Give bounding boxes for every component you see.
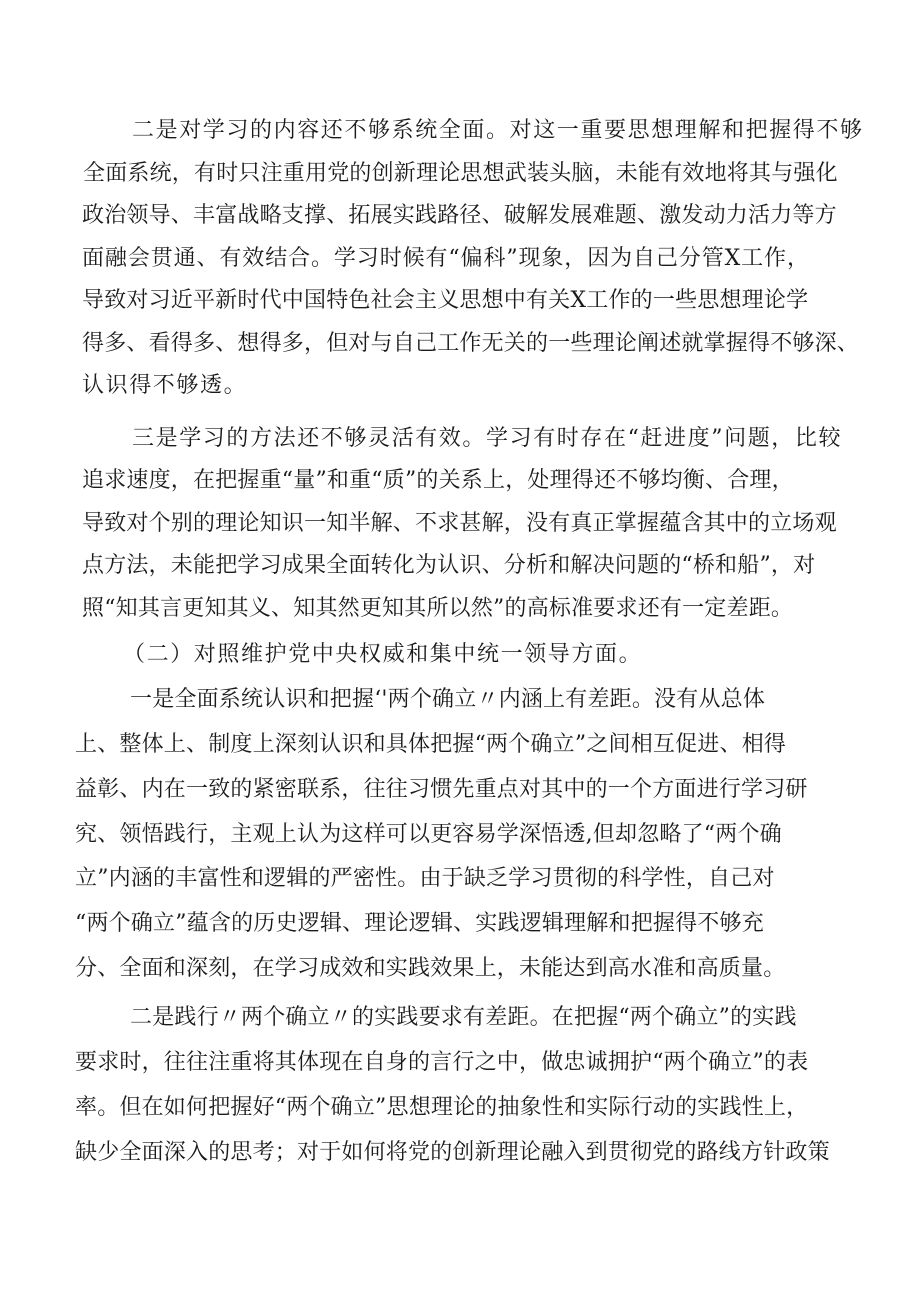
text-line: 三是学习的方法还不够灵活有效。学习有时存在“赶进度”问题，比较 [132,426,843,451]
text-line: 分、全面和深刻，在学习成效和实践效果上，未能达到高水准和高质量。 [75,956,786,981]
text-line: 面融会贯通、有效结合。学习时候有“偏科”现象，因为自己分管X工作， [82,246,810,271]
text-line: 立”内涵的丰富性和逻辑的严密性。由于缺乏学习贯彻的科学性，自己对 [75,866,775,891]
text-line: 要求时，往往注重将其体现在自身的言行之中，做忠诚拥护“两个确立”的表 [75,1050,809,1075]
text-line: “两个确立”蕴含的历史逻辑、理论逻辑、实践逻辑理解和把握得不够充 [75,911,764,936]
text-line: 缺少全面深入的思考；对于如何将党的创新理论融入到贯彻党的路线方针政策 [75,1140,830,1165]
text-line: 究、领悟践行，主观上认为这样可以更容易学深悟透,但却忽略了“两个确 [75,822,782,847]
text-line: 全面系统，有时只注重用党的创新理论思想武装头脑，未能有效地将其与强化 [83,161,838,186]
text-line: 追求速度，在把握重“量”和重“质”的关系上，处理得还不够均衡、合理， [82,468,794,493]
text-line: 点方法，未能把学习成果全面转化为认识、分析和解决问题的“桥和船”，对 [82,553,816,578]
text-line: 照“知其言更知其义、知其然更知其所以然”的高标准要求还有一定差距。 [82,596,794,621]
text-line: 政治领导、丰富战略支撑、拓展实践路径、破解发展难题、激发动力活力等方 [82,203,837,228]
text-line: 益彰、内在一致的紧密联系，往往习惯先重点对其中的一个方面进行学习研 [75,777,808,802]
text-line: 二是对学习的内容还不够系统全面。对这一重要思想理解和把握得不够 [132,118,864,143]
text-line: 导致对个别的理论知识一知半解、不求甚解，没有真正掌握蕴含其中的立场观 [82,511,837,536]
text-line: 上、整体上、制度上深刻认识和具体把握“两个确立”之间相互促进、相得 [75,732,787,757]
text-line: 导致对习近平新时代中国特色社会主义思想中有关X工作的一些思想理论学 [82,288,809,313]
text-line: 二是践行〃两个确立〃的实践要求有差距。在把握“两个确立”的实践 [130,1005,797,1030]
text-line: 认识得不够透。 [82,373,248,398]
text-line: 率。但在如何把握好“两个确立”思想理论的抽象性和实际行动的实践性上， [75,1095,809,1120]
text-line: 一是全面系统认识和把握‘'两个确立〃内涵上有差距。没有从总体 [130,687,766,712]
text-line: 得多、看得多、想得多，但对与自己工作无关的一些理论阐述就掌握得不够深、 [82,331,860,356]
section-heading: （二）对照维护党中央权威和集中统一领导方面。 [123,642,643,667]
